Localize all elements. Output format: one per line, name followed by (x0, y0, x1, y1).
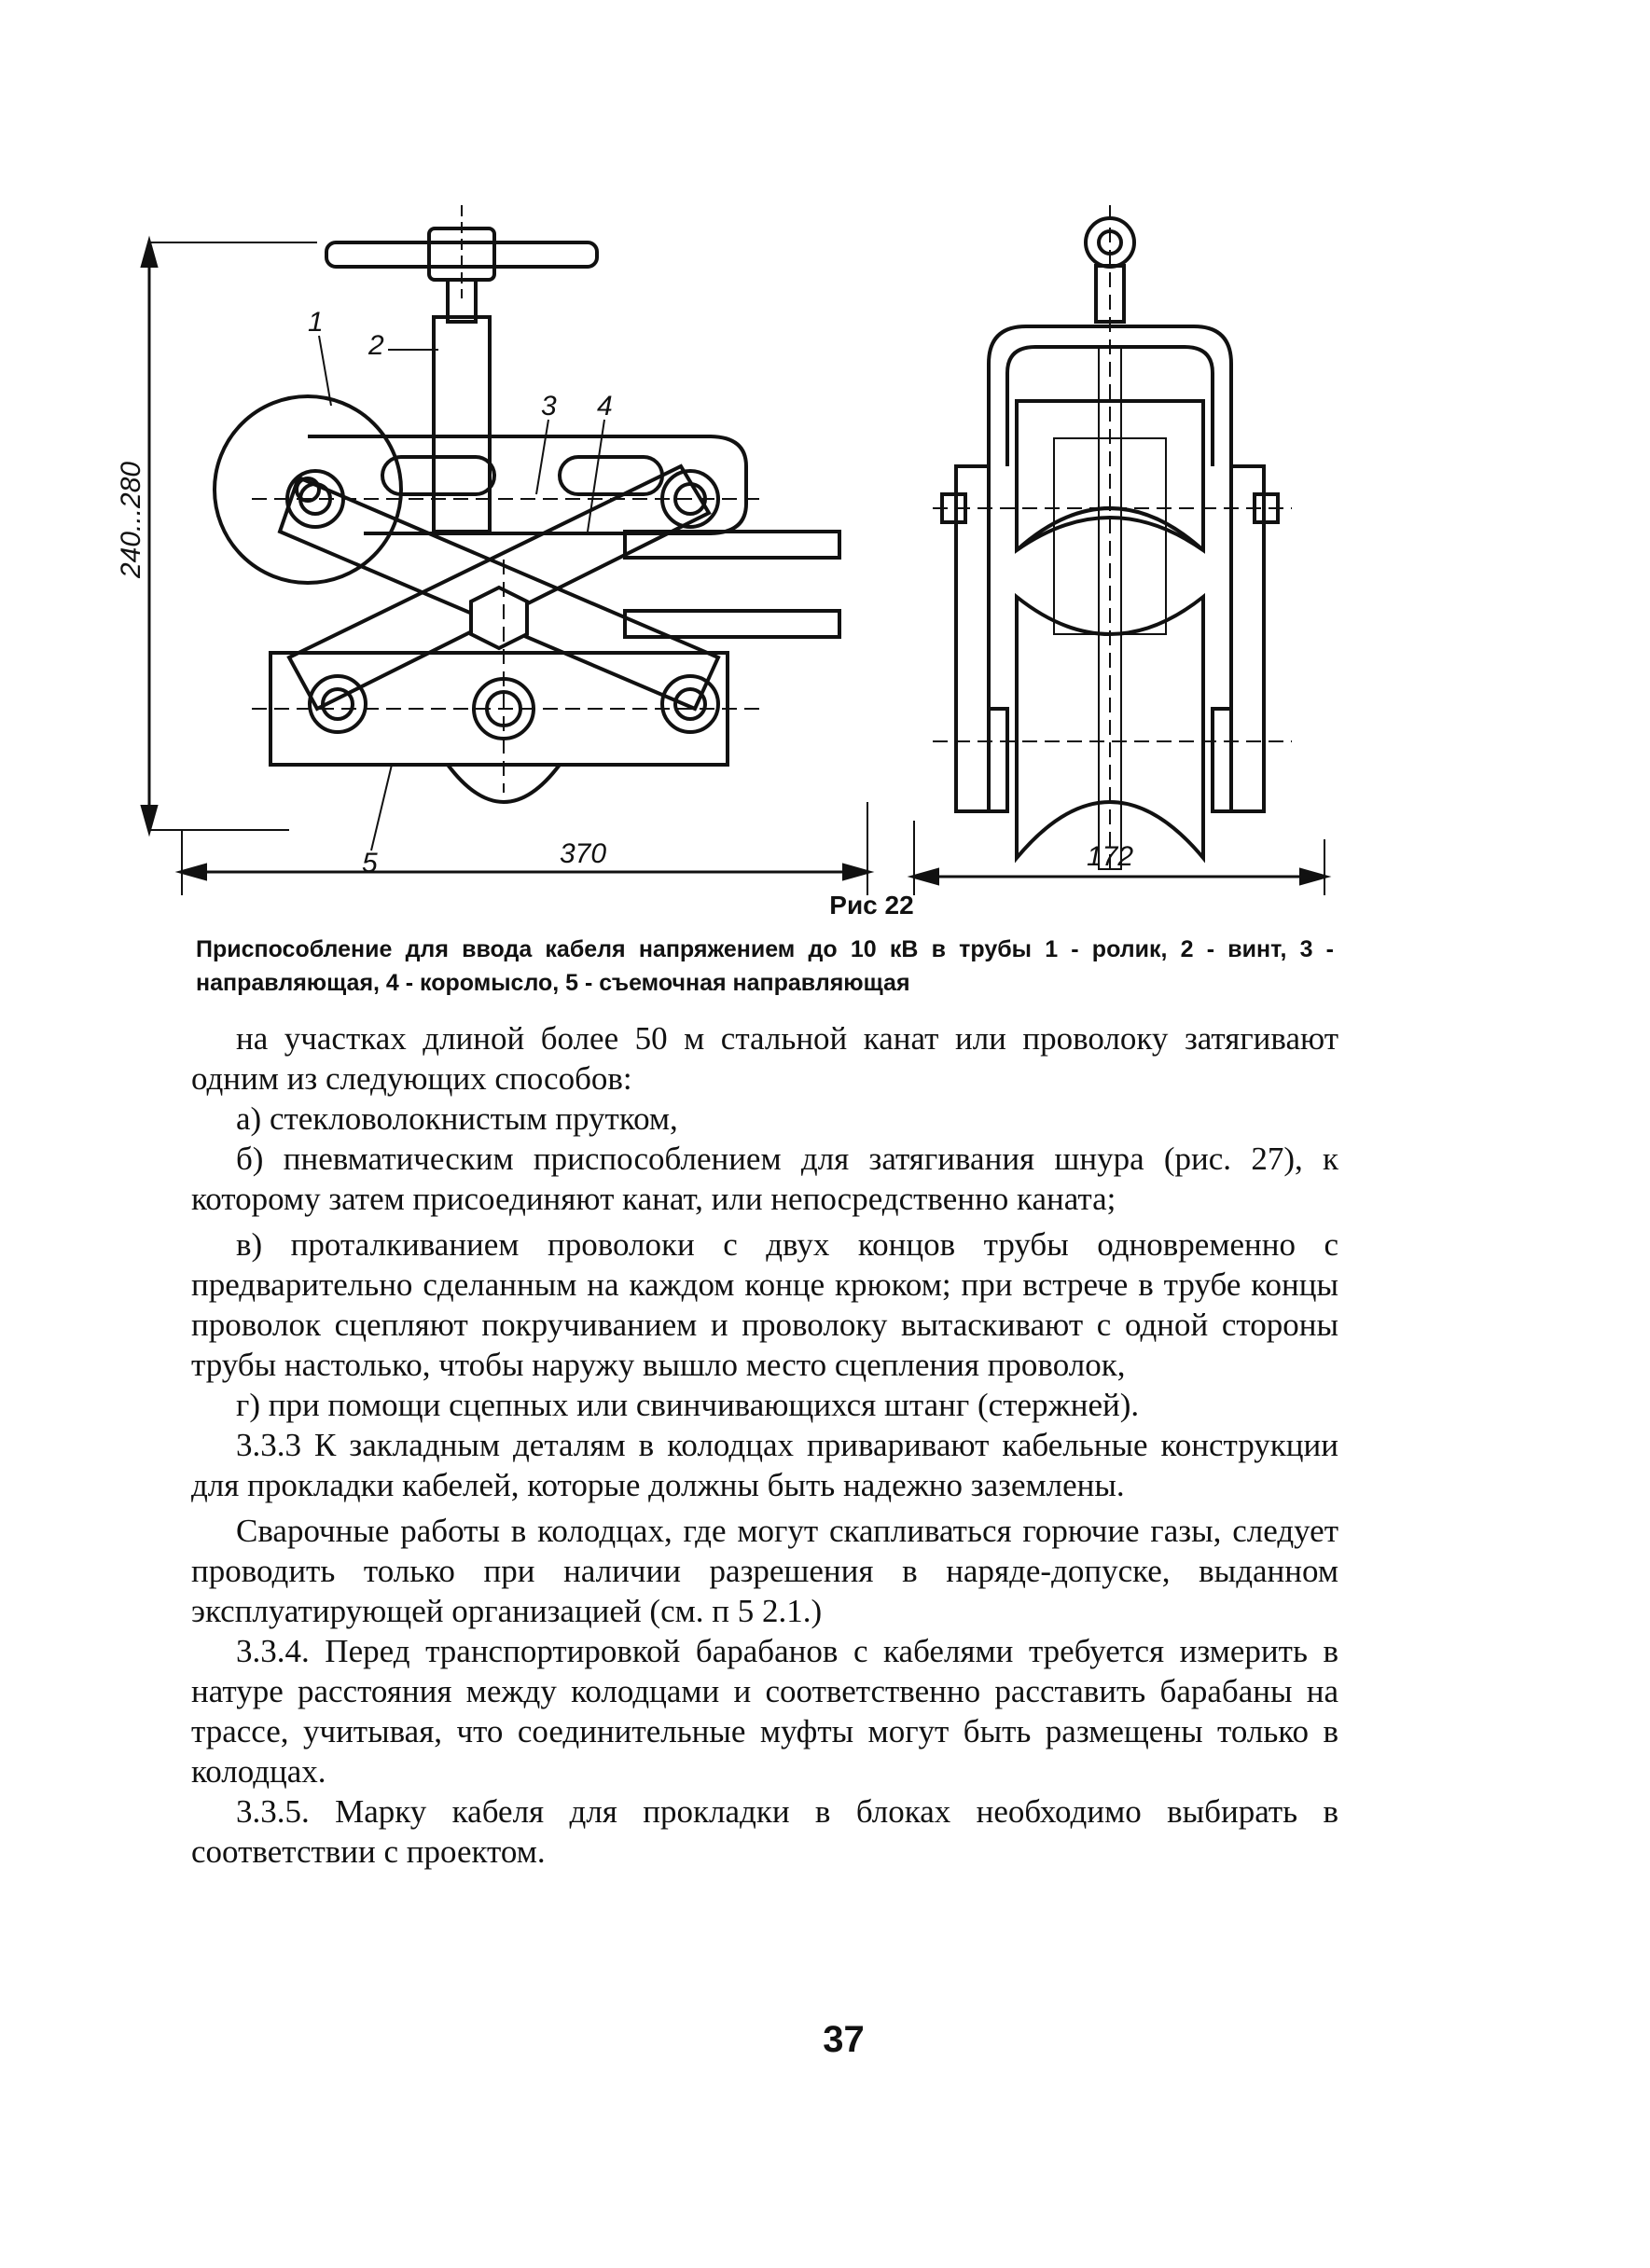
paragraph-3-3-3: 3.3.3 К закладным деталям в колодцах приваривают кабельные конструкции для прокладки кабелей, которые должны быть надежно заземлены. (191, 1427, 1338, 1503)
width-dim-label: 370 (560, 838, 607, 869)
side-view (914, 205, 1324, 895)
label-3: 3 (541, 391, 557, 422)
technical-drawing (112, 187, 1362, 914)
list-item-g: г) при помощи сцепных или свинчивающихся штанг (стержней). (236, 1387, 1140, 1423)
list-item-b: б) пневматическим приспособлением для затягивания шнура (рис. 27), к которому затем присоединяют канат, или непосредственно каната; (191, 1141, 1338, 1217)
figure-number: Рис 22 (829, 891, 914, 920)
label-4: 4 (597, 391, 613, 422)
paragraph: на участках длиной более 50 м стальной канат или проволоку затягивают одним из следующих способов: (191, 1020, 1338, 1097)
paragraph-3-3-4: 3.3.4. Перед транспортировкой барабанов с кабелями требуется измерить в натуре расстояния между колодцами и соответственно расставить барабаны на трассе, учитывая, что соединительные муфты могут быть размещены только в колодцах. (191, 1633, 1338, 1790)
list-item-v: в) проталкиванием проволоки с двух концов трубы одновременно с предварительно сделанным на каждом конце крюком; при встрече в трубе концы проволок сцепляют покручиванием и проволоку вытаскивают с одной стороны трубы настолько, чтобы наружу вышло место сцепления проволок, (191, 1226, 1338, 1383)
body-text (191, 1018, 1338, 1872)
paragraph-3-3-5: 3.3.5. Марку кабеля для прокладки в блоках необходимо выбирать в соответствии с проектом. (191, 1793, 1338, 1870)
height-dim-label: 240...280 (116, 461, 146, 578)
page-number: 37 (823, 2019, 865, 2060)
roller-1 (215, 396, 401, 583)
figure-caption: Приспособление для ввода кабеля напряжением до 10 кВ в трубы 1 - ролик, 2 - винт, 3 - направляющая, 4 - коромысло, 5 - съемочная направляющая (196, 936, 1334, 996)
paragraph-welding: Сварочные работы в колодцах, где могут скапливаться горючие газы, следует проводить только при наличии разрешения в наряде-допуске, выданном эксплуатирующей организацией (см. п 5 2.1.) (191, 1513, 1338, 1629)
list-item-a: а) стекловолокнистым прутком, (236, 1100, 678, 1137)
side-width-dim-label: 172 (1087, 841, 1134, 872)
label-1: 1 (308, 307, 324, 338)
label-5: 5 (362, 848, 378, 878)
width-dimension (182, 802, 867, 895)
label-2: 2 (368, 330, 384, 361)
